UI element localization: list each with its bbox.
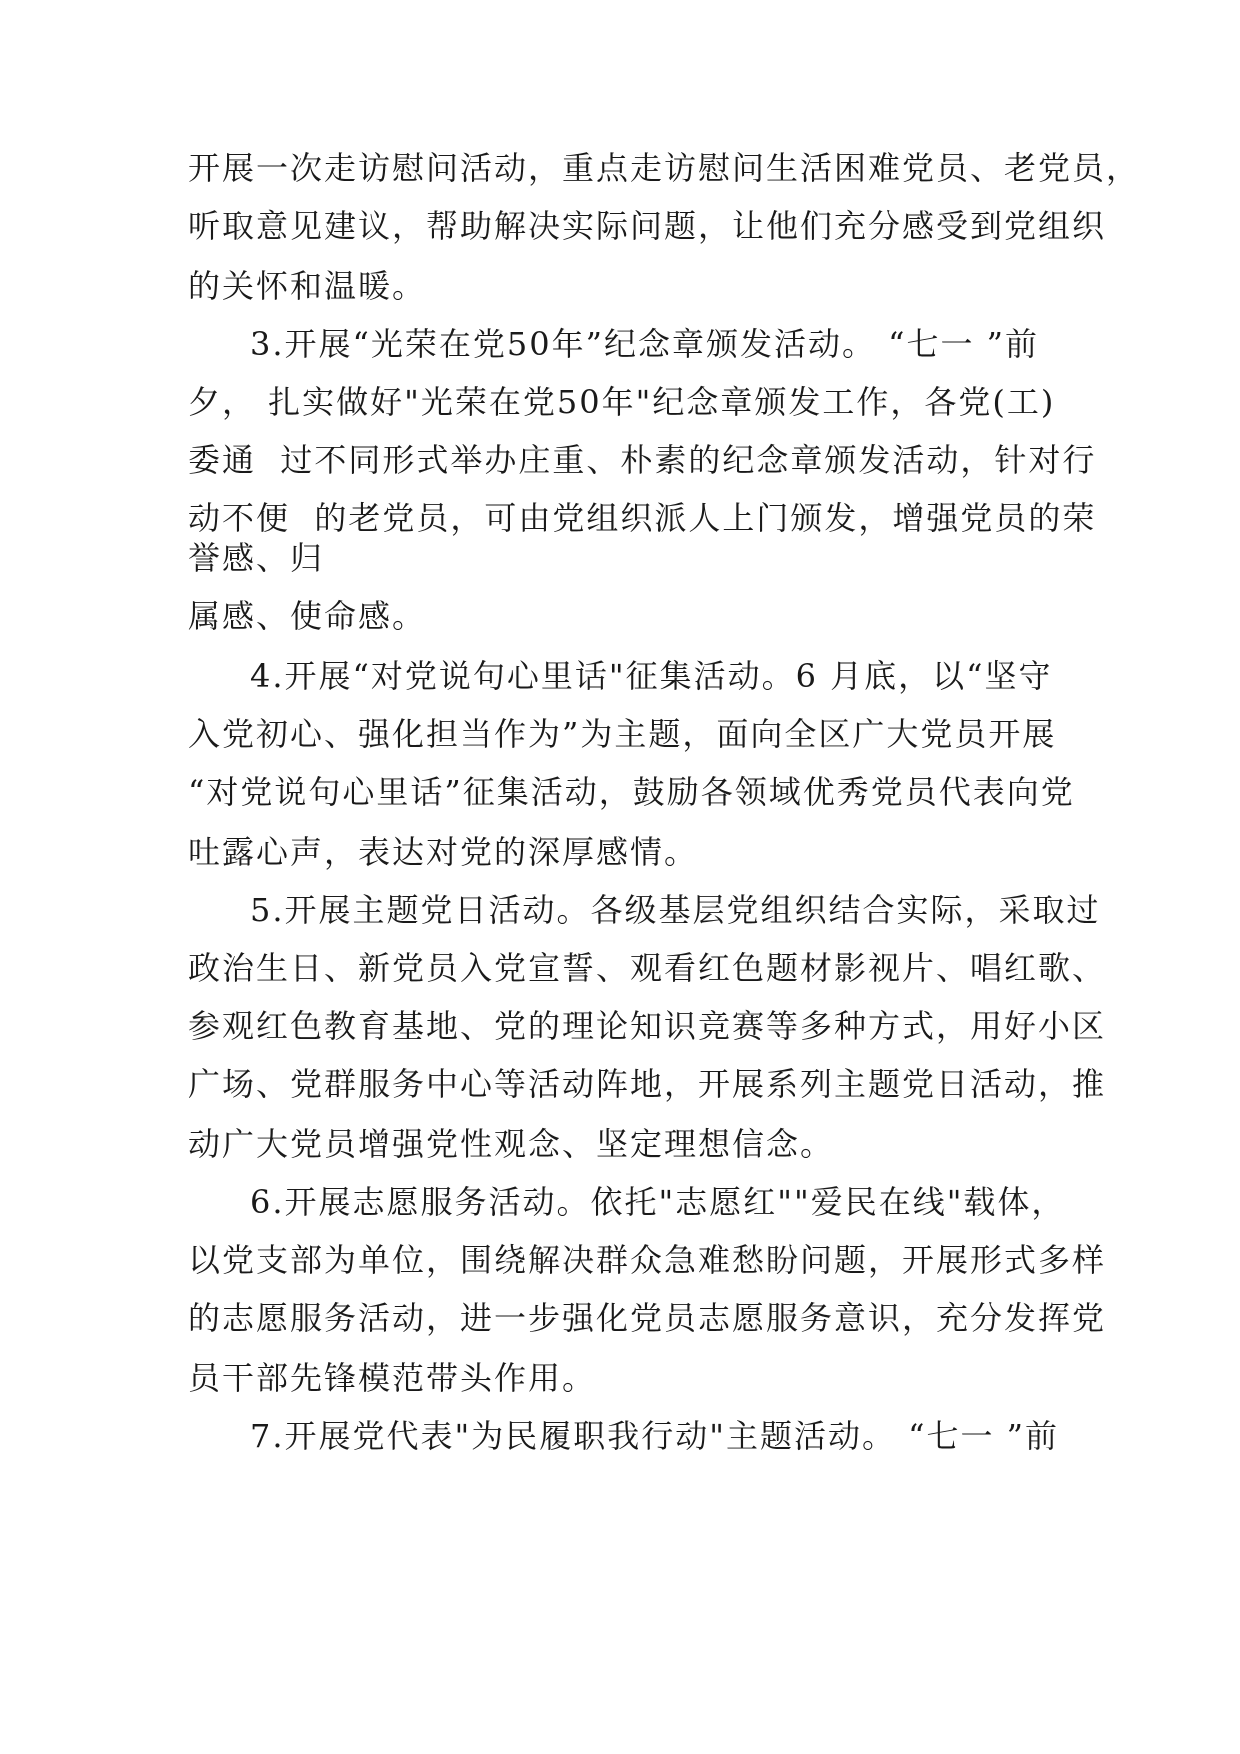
text-line: 夕， 扎实做好"光荣在党50年"纪念章颁发工作，各党(工) [188, 383, 1056, 421]
text-line: 政治生日、新党员入党宣誓、观看红色题材影视片、唱红歌、 [188, 949, 1107, 987]
text-line: “对党说句心里话”征集活动，鼓励各领域优秀党员代表向党 [188, 773, 1075, 811]
text-line: 委通 过不同形式举办庄重、朴素的纪念章颁发活动，针对行 [188, 441, 1097, 479]
text-line: 的志愿服务活动，进一步强化党员志愿服务意识，充分发挥党 [188, 1299, 1107, 1337]
paragraph-3-heading: 3.开展“光荣在党50年”纪念章颁发活动。 “七一 ”前 [250, 325, 1040, 363]
text-line: 广场、党群服务中心等活动阵地，开展系列主题党日活动，推 [188, 1065, 1107, 1103]
paragraph-4-heading: 4.开展“对党说句心里话"征集活动。6 月底，以“坚守 [250, 657, 1053, 695]
text-line: 以党支部为单位，围绕解决群众急难愁盼问题，开展形式多样 [188, 1241, 1107, 1279]
text-line: 听取意见建议，帮助解决实际问题，让他们充分感受到党组织 [188, 207, 1107, 245]
text-line: 吐露心声，表达对党的深厚感情。 [188, 833, 699, 871]
text-line: 的关怀和温暖。 [188, 267, 427, 305]
text-line: 入党初心、强化担当作为”为主题，面向全区广大党员开展 [188, 715, 1057, 753]
text-line: 誉感、归 [188, 539, 325, 577]
text-line: 参观红色教育基地、党的理论知识竞赛等多种方式，用好小区 [188, 1007, 1107, 1045]
text-line: 员干部先锋模范带头作用。 [188, 1359, 597, 1397]
text-line: 动广大党员增强党性观念、坚定理想信念。 [188, 1125, 835, 1163]
paragraph-7-heading: 7.开展党代表"为民履职我行动"主题活动。 “七一 ”前 [250, 1417, 1060, 1455]
paragraph-5-heading: 5.开展主题党日活动。各级基层党组织结合实际，采取过 [250, 891, 1101, 929]
paragraph-6-heading: 6.开展志愿服务活动。依托"志愿红""爱民在线"载体， [250, 1183, 1066, 1221]
text-line: 动不便 的老党员，可由党组织派人上门颁发，增强党员的荣 [188, 499, 1097, 537]
text-line: 属感、使命感。 [188, 597, 427, 635]
text-line: 开展一次走访慰问活动，重点走访慰问生活困难党员、老党员， [188, 149, 1141, 187]
